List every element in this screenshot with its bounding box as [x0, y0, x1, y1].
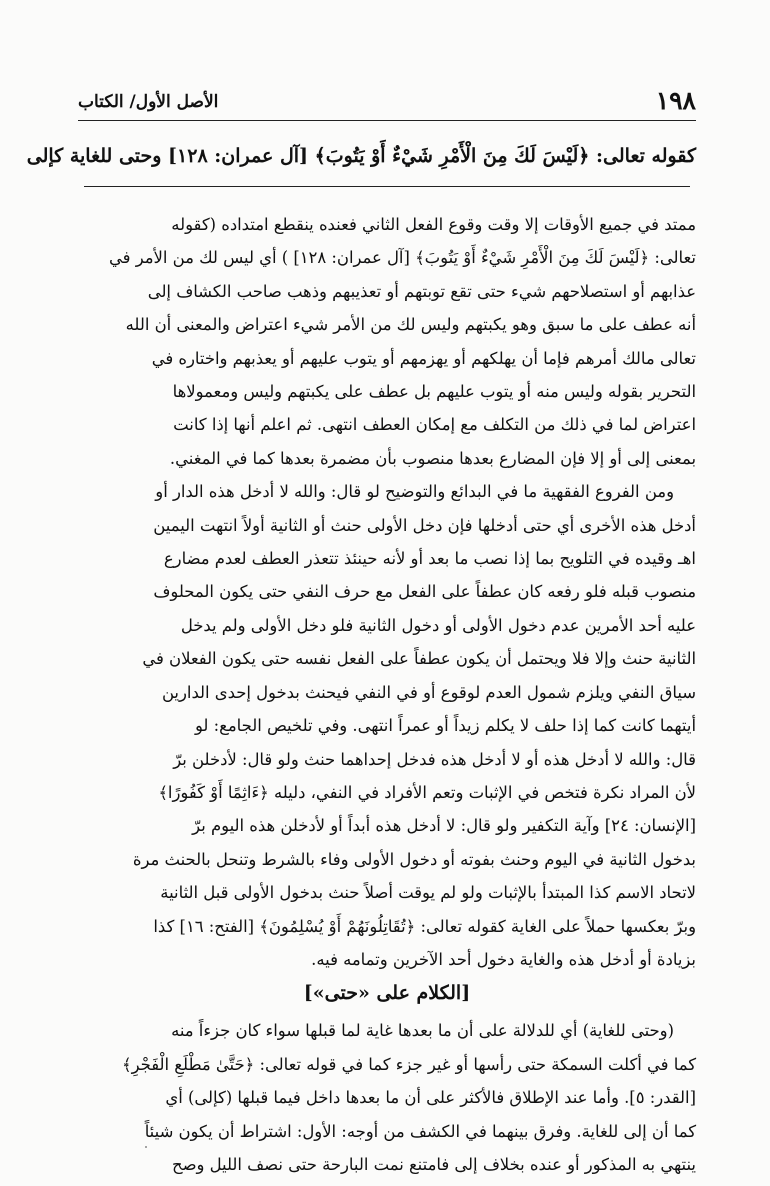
commentary-body [78, 208, 696, 1181]
text-line: منصوب قبله فلو رفعه كان عطفاً على الفعل مع حرف النفي حتى يكون المحلوف [153, 582, 696, 602]
text-line: أيتهما كانت كما إذا حلف لا يكلم زيداً أو عمراً انتهى. وفي تلخيص الجامع: لو [194, 716, 696, 736]
text-line: التحرير بقوله وليس منه أو يتوب عليهم بل عطف على يكبتهم وليس ومعمولاها [172, 382, 696, 402]
text-line: اعتراض لما في ذلك من التكلف مع إمكان العطف انتهى. ثم اعلم أنها إذا كانت [173, 415, 696, 435]
main-text-line: كقوله تعالى: ﴿لَيْسَ لَكَ مِنَ الْأَمْرِ شَيْءٌ أَوْ يَتُوبَ﴾ [آل عمران: ١٢٨] وحتى للغاية كإلى [26, 145, 696, 167]
text-line: [الإنسان: ٢٤] وآية التكفير ولو قال: لا أدخل هذه أبداً أو لأدخلن هذه اليوم برّ [192, 816, 696, 836]
running-title: الأصل الأول/ الكتاب [78, 92, 219, 112]
text-line: أنه عطف على ما سبق وهو يكبتهم وليس لك من الأمر شيء اعتراض والمعنى أن الله [125, 315, 696, 335]
paragraph-3 [78, 1014, 696, 1181]
text-line: بزيادة أو أدخل هذه والغاية دخول أحد الآخرين وتمامه فيه. [311, 949, 696, 969]
text-line: بمعنى إلى أو إلا فإن المضارع بعدها منصوب بأن مضمرة بعدها كما في المغني. [169, 448, 696, 468]
text-line: الثانية حنث وإلا فلا ويحتمل أن يكون عطفاً على الفعل نفسه حتى يكون الفعلان في [142, 649, 696, 669]
text-line: عليه أحد الأمرين عدم دخول الأولى أو دخول الثانية فلو دخل الأولى ولم يدخل [180, 615, 696, 635]
text-line: كما أن إلى للغاية. وفرق بينهما في الكشف من أوجه: الأول: اشتراط أن يكون شيئاً [144, 1121, 696, 1141]
text-line: [القدر: ٥]. وأما عند الإطلاق فالأكثر على أن ما بعدها داخل فيما قبلها (كإلى) أي [165, 1088, 696, 1108]
text-line: ينتهي به المذكور أو عنده بخلاف إلى فامتنع نمت البارحة حتى نصف الليل وصح [172, 1154, 696, 1174]
section-divider [84, 186, 690, 187]
text-line: وبرّ بعكسها حملاً على الغاية كقوله تعالى: ﴿تُقَاتِلُونَهُمْ أَوْ يُسْلِمُونَ﴾ [الفتح: ١٦] كذا [153, 916, 696, 936]
text-line: عذابهم أو استصلاحهم شيء حتى تقع توبتهم أو تعذيبهم وذهب صاحب الكشاف إلى [147, 281, 696, 301]
text-line: ممتد في جميع الأوقات إلا وقت وقوع الفعل الثاني فعنده ينقطع امتداده (كقوله [171, 215, 696, 234]
text-line: لأن المراد نكرة فتخص في الإثبات وتعم الأفراد في النفي، دليله ﴿ءَاثِمًا أَوْ كَفُورًا﴾ [158, 782, 696, 802]
text-line: ومن الفروع الفقهية ما في البدائع والتوضيح لو قال: والله لا أدخل هذه الدار أو [155, 482, 674, 502]
paragraph-2 [78, 475, 696, 976]
text-line: كما في أكلت السمكة حتى رأسها أو غير جزء كما في قوله تعالى: ﴿حَتَّىٰ مَطْلَعِ الْفَجْرِ﴾ [122, 1054, 696, 1074]
text-line: بدخول الثانية في اليوم وحنث بفوته أو دخول الأولى وفاء بالشرط وتنحل بالحنث مرة [132, 849, 696, 869]
page-header [78, 86, 696, 121]
text-line: لاتحاد الاسم كذا المبتدأ بالإثبات ولو لم يوقت أصلاً حنث بدخول الأولى قبل الثانية [160, 883, 696, 903]
text-line: سياق النفي ويلزم شمول العدم لوقوع أو في النفي فيحنث بدخول إحدى الدارين [161, 682, 696, 702]
page-number: ١٩٨ [655, 86, 696, 115]
paragraph-1 [78, 208, 696, 475]
text-line: قال: والله لا أدخل هذه أو لا أدخل هذه فدخل إحداهما حنث ولو قال: لأدخلن برّ [173, 749, 696, 769]
scan-artifact [145, 1146, 147, 1148]
section-heading: [الكلام على «حتى»] [303, 982, 471, 1005]
text-line: تعالى: ﴿لَيْسَ لَكَ مِنَ الْأَمْرِ شَيْءٌ أَوْ يَتُوبَ﴾ [آل عمران: ١٢٨] ) أي ليس لك من الأمر في [108, 248, 696, 268]
text-line: أدخل هذه الأخرى أي حتى أدخلها فإن دخل الأولى حنث أو الثانية أولاً انتهت اليمين [153, 515, 696, 535]
text-line: تعالى مالك أمرهم فإما أن يهلكهم أو يهزمهم أو يتوب عليهم أو يعذبهم واختاره في [151, 348, 696, 368]
text-line: (وحتى للغاية) أي للدلالة على أن ما بعدها غاية لما قبلها سواء كان جزءاً منه [171, 1021, 674, 1041]
text-line: اهـ وقيده في التلويح بما إذا نصب ما بعد أو لأنه حينئذ تتعذر العطف لعدم مضارع [163, 549, 696, 569]
